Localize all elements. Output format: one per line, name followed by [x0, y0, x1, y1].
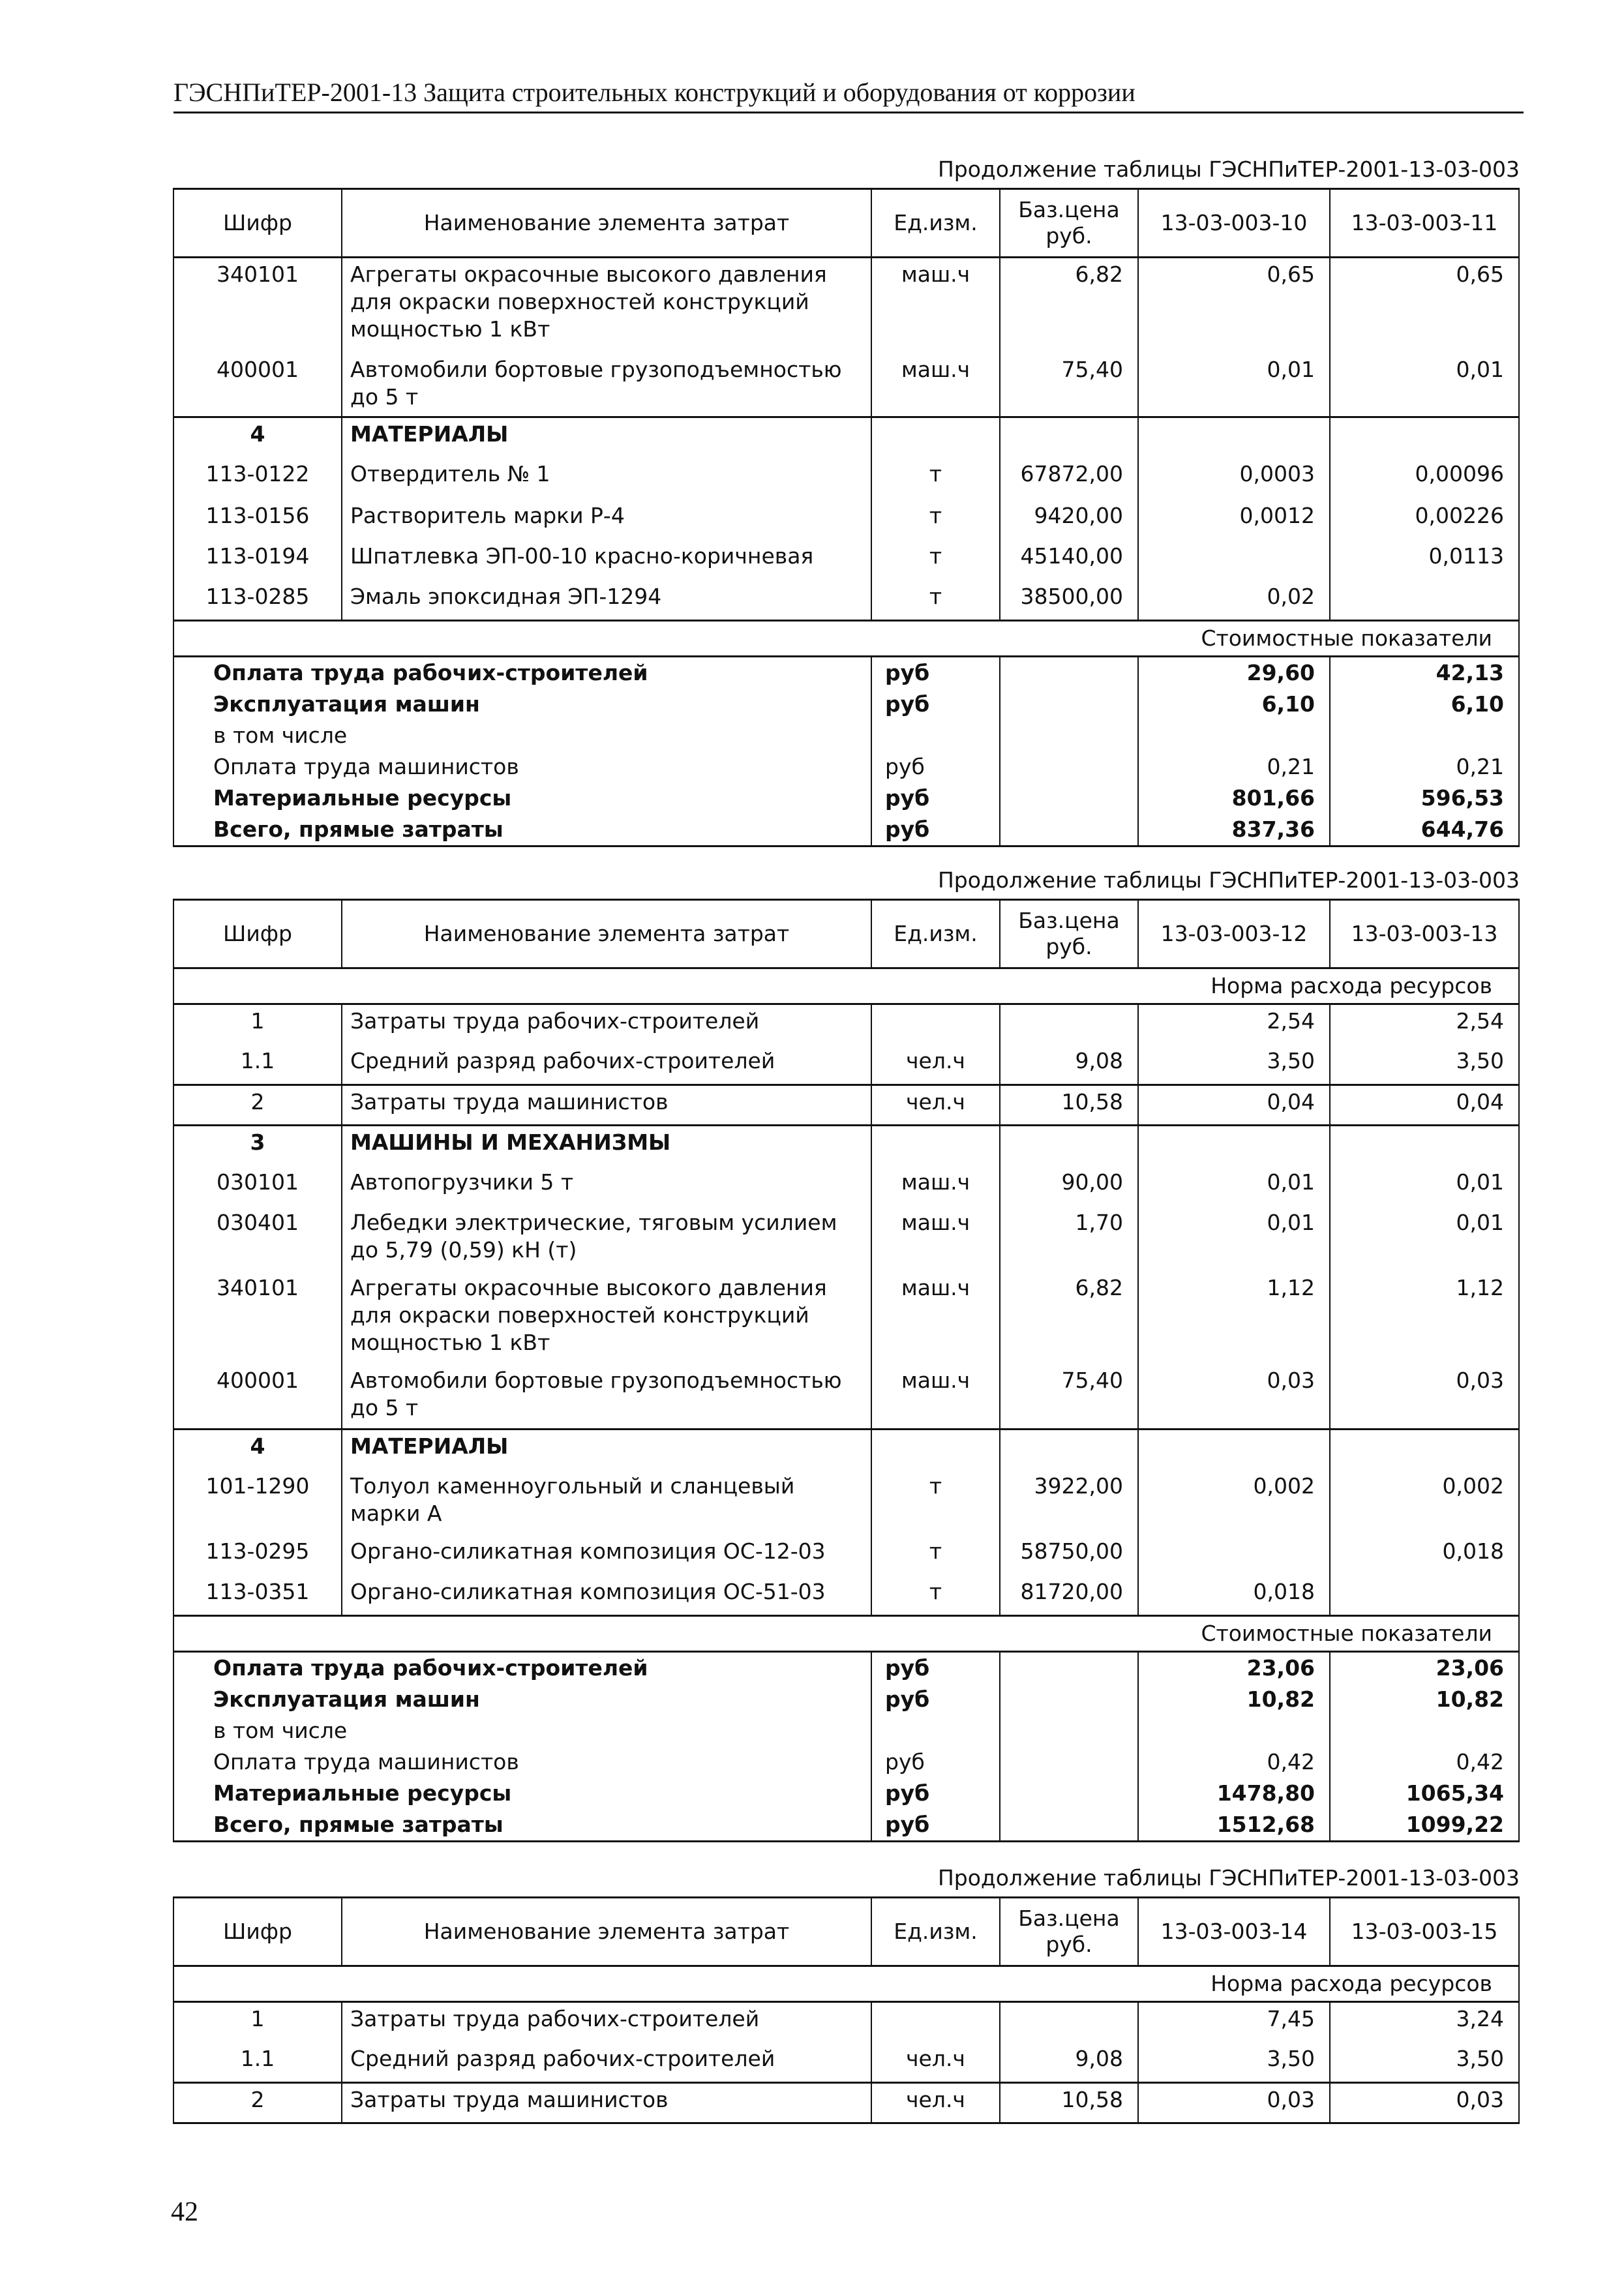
summary-unit: руб [871, 783, 1000, 814]
summary-v1: 1512,68 [1138, 1809, 1330, 1842]
cell-code: 400001 [173, 1364, 342, 1430]
cell-price: 6,82 [1000, 258, 1138, 353]
header-base-price: Баз.цена руб. [1000, 900, 1138, 968]
cell-code: 1 [173, 1004, 342, 1045]
cell-v2: 3,50 [1330, 1045, 1519, 1085]
cell-v1: 0,03 [1138, 2083, 1330, 2123]
table-row [173, 1470, 1519, 1535]
header-code: Шифр [173, 900, 342, 968]
cell-v1: 1,12 [1138, 1272, 1330, 1364]
cost-band [173, 621, 1519, 657]
cell-v1: 3,50 [1138, 2043, 1330, 2083]
cell-v2: 0,03 [1330, 2083, 1519, 2123]
cell-unit: маш.ч [871, 1364, 1000, 1430]
summary-label: в том числе [173, 1715, 871, 1746]
summary-v2: 10,82 [1330, 1684, 1519, 1715]
cell-unit: маш.ч [871, 1206, 1000, 1272]
header-col2: 13-03-003-13 [1330, 900, 1519, 968]
summary-row [173, 1684, 1519, 1715]
cell-name: Отвердитель № 1 [342, 458, 871, 500]
header-col2: 13-03-003-15 [1330, 1898, 1519, 1966]
table-row [173, 1206, 1519, 1272]
cell-v1: 0,0003 [1138, 458, 1330, 500]
cell-v2: 0,04 [1330, 1085, 1519, 1126]
cell-price: 58750,00 [1000, 1535, 1138, 1576]
table-row [173, 1535, 1519, 1576]
header-col1: 13-03-003-14 [1138, 1898, 1330, 1966]
cell-unit: чел.ч [871, 2083, 1000, 2123]
table-row [173, 1085, 1519, 1126]
table-row [173, 353, 1519, 417]
cell-name: Агрегаты окрасочные высокого давления для окраски поверхностей конструкций мощностью 1 кВт [342, 1272, 871, 1364]
cell-price: 10,58 [1000, 1085, 1138, 1126]
cell-code: 340101 [173, 258, 342, 353]
table2-caption: Продолжение таблицы ГЭСНПиТЕР-2001-13-03-003 [937, 867, 1520, 893]
cell-v1 [1138, 1535, 1330, 1576]
cell-code: 4 [173, 417, 342, 458]
header-unit: Ед.изм. [871, 189, 1000, 258]
cell-v2 [1330, 580, 1519, 621]
table3-caption: Продолжение таблицы ГЭСНПиТЕР-2001-13-03-003 [937, 1865, 1520, 1891]
cost-band [173, 1616, 1519, 1652]
table-row [173, 458, 1519, 500]
cell-unit: т [871, 580, 1000, 621]
cell-v1: 0,01 [1138, 1166, 1330, 1206]
cell-code: 113-0285 [173, 580, 342, 621]
cell-name: Эмаль эпоксидная ЭП-1294 [342, 580, 871, 621]
cell-price: 1,70 [1000, 1206, 1138, 1272]
cell-v2: 0,03 [1330, 1364, 1519, 1430]
table-row [173, 2002, 1519, 2043]
summary-unit: руб [871, 1684, 1000, 1715]
cell-unit: маш.ч [871, 353, 1000, 417]
cell-v2: 0,00226 [1330, 500, 1519, 540]
summary-row [173, 1778, 1519, 1809]
table1-header-row [173, 189, 1519, 258]
cell-price: 6,82 [1000, 1272, 1138, 1364]
summary-v1: 6,10 [1138, 689, 1330, 720]
cell-name: Органо-силикатная композиция ОС-51-03 [342, 1576, 871, 1616]
table-row [173, 258, 1519, 353]
cell-name: Затраты труда машинистов [342, 1085, 871, 1126]
cell-v1: 0,65 [1138, 258, 1330, 353]
summary-label: Всего, прямые затраты [173, 1809, 871, 1842]
header-base-price: Баз.цена руб. [1000, 1898, 1138, 1966]
table2-header-row [173, 900, 1519, 968]
table-row [173, 580, 1519, 621]
table3-header-row [173, 1898, 1519, 1966]
table-row [173, 540, 1519, 580]
cell-price: 9420,00 [1000, 500, 1138, 540]
cell-name: Затраты труда рабочих-строителей [342, 1004, 871, 1045]
cell-code: 113-0194 [173, 540, 342, 580]
cell-code: 113-0295 [173, 1535, 342, 1576]
cell-v1: 3,50 [1138, 1045, 1330, 1085]
cell-code: 113-0122 [173, 458, 342, 500]
summary-row-total [173, 1809, 1519, 1842]
cell-v1: 0,04 [1138, 1085, 1330, 1126]
cell-code: 2 [173, 2083, 342, 2123]
summary-v1: 29,60 [1138, 657, 1330, 689]
cell-name: Средний разряд рабочих-строителей [342, 1045, 871, 1085]
cell-name: Автомобили бортовые грузоподъемностью до 5 т [342, 1364, 871, 1430]
summary-unit: руб [871, 1809, 1000, 1842]
summary-label: Оплата труда рабочих-строителей [173, 1652, 871, 1685]
cell-price: 9,08 [1000, 2043, 1138, 2083]
summary-v2: 0,21 [1330, 751, 1519, 783]
summary-v2: 0,42 [1330, 1746, 1519, 1778]
summary-v2: 596,53 [1330, 783, 1519, 814]
running-head: ГЭСНПиТЕР-2001-13 Защита строительных конструкций и оборудования от коррозии [173, 78, 1135, 107]
cell-v1: 0,0012 [1138, 500, 1330, 540]
cell-v2: 1,12 [1330, 1272, 1519, 1364]
cell-code: 113-0156 [173, 500, 342, 540]
header-col1: 13-03-003-10 [1138, 189, 1330, 258]
summary-unit: руб [871, 751, 1000, 783]
summary-unit: руб [871, 657, 1000, 689]
summary-label: Материальные ресурсы [173, 783, 871, 814]
cell-unit: чел.ч [871, 2043, 1000, 2083]
cell-code: 340101 [173, 1272, 342, 1364]
cell-code: 1.1 [173, 1045, 342, 1085]
header-code: Шифр [173, 189, 342, 258]
cell-code: 3 [173, 1126, 342, 1166]
cell-name: Органо-силикатная композиция ОС-12-03 [342, 1535, 871, 1576]
section-row-machines [173, 1126, 1519, 1166]
cell-unit: т [871, 458, 1000, 500]
header-name: Наименование элемента затрат [342, 900, 871, 968]
header-name: Наименование элемента затрат [342, 189, 871, 258]
summary-unit: руб [871, 1652, 1000, 1685]
page-number: 42 [171, 2197, 198, 2227]
table-row [173, 1045, 1519, 1085]
header-unit: Ед.изм. [871, 900, 1000, 968]
summary-label: Материальные ресурсы [173, 1778, 871, 1809]
summary-row [173, 657, 1519, 689]
header-name: Наименование элемента затрат [342, 1898, 871, 1966]
cell-name: Автопогрузчики 5 т [342, 1166, 871, 1206]
cell-name: Лебедки электрические, тяговым усилием до 5,79 (0,59) кН (т) [342, 1206, 871, 1272]
cell-v1: 0,03 [1138, 1364, 1330, 1430]
cell-name: Затраты труда рабочих-строителей [342, 2002, 871, 2043]
cost-band-label: Стоимостные показатели [173, 1616, 1519, 1652]
cell-unit: маш.ч [871, 1272, 1000, 1364]
norm-band [173, 1966, 1519, 2002]
cell-name: Шпатлевка ЭП-00-10 красно-коричневая [342, 540, 871, 580]
norm-band [173, 968, 1519, 1004]
cell-v2: 3,50 [1330, 2043, 1519, 2083]
cell-code: 030101 [173, 1166, 342, 1206]
summary-v2: 23,06 [1330, 1652, 1519, 1685]
cell-code: 101-1290 [173, 1470, 342, 1535]
cell-code: 4 [173, 1430, 342, 1470]
cell-unit: т [871, 540, 1000, 580]
cell-code: 1.1 [173, 2043, 342, 2083]
header-col2: 13-03-003-11 [1330, 189, 1519, 258]
summary-label: Оплата труда рабочих-строителей [173, 657, 871, 689]
cell-v1: 0,01 [1138, 1206, 1330, 1272]
summary-unit: руб [871, 1746, 1000, 1778]
cell-name: Средний разряд рабочих-строителей [342, 2043, 871, 2083]
summary-v2: 644,76 [1330, 814, 1519, 846]
table-row [173, 1576, 1519, 1616]
table-row [173, 1004, 1519, 1045]
cell-v2: 2,54 [1330, 1004, 1519, 1045]
cell-price: 38500,00 [1000, 580, 1138, 621]
header-rule [173, 112, 1524, 113]
cell-price: 3922,00 [1000, 1470, 1138, 1535]
section-title: МАШИНЫ И МЕХАНИЗМЫ [342, 1126, 871, 1166]
header-unit: Ед.изм. [871, 1898, 1000, 1966]
table-row [173, 2043, 1519, 2083]
header-base-price: Баз.цена руб. [1000, 189, 1138, 258]
cell-unit: маш.ч [871, 1166, 1000, 1206]
cell-code: 030401 [173, 1206, 342, 1272]
cell-unit: т [871, 1535, 1000, 1576]
summary-v1: 1478,80 [1138, 1778, 1330, 1809]
cell-v2: 0,00096 [1330, 458, 1519, 500]
cell-unit: т [871, 1470, 1000, 1535]
cell-v1: 0,01 [1138, 353, 1330, 417]
cell-unit: чел.ч [871, 1045, 1000, 1085]
header-code: Шифр [173, 1898, 342, 1966]
header-col1: 13-03-003-12 [1138, 900, 1330, 968]
cell-code: 113-0351 [173, 1576, 342, 1616]
summary-row [173, 689, 1519, 720]
summary-row [173, 1652, 1519, 1685]
summary-v1: 23,06 [1138, 1652, 1330, 1685]
section-row-materials [173, 417, 1519, 458]
table1 [173, 188, 1518, 847]
summary-v1: 837,36 [1138, 814, 1330, 846]
table-row [173, 1272, 1519, 1364]
cell-name: Растворитель марки Р-4 [342, 500, 871, 540]
cell-v2: 0,01 [1330, 353, 1519, 417]
summary-unit: руб [871, 689, 1000, 720]
summary-label: Эксплуатация машин [173, 689, 871, 720]
summary-v1: 10,82 [1138, 1684, 1330, 1715]
cell-v1: 0,002 [1138, 1470, 1330, 1535]
cell-name: Автомобили бортовые грузоподъемностью до 5 т [342, 353, 871, 417]
cell-name: Толуол каменноугольный и сланцевый марки А [342, 1470, 871, 1535]
cell-code: 400001 [173, 353, 342, 417]
table-row [173, 1166, 1519, 1206]
cell-v1 [1138, 540, 1330, 580]
table2 [173, 899, 1518, 1842]
cell-price: 67872,00 [1000, 458, 1138, 500]
table3 [173, 1896, 1518, 2124]
section-row-materials [173, 1430, 1519, 1470]
summary-v2: 6,10 [1330, 689, 1519, 720]
cell-price: 90,00 [1000, 1166, 1138, 1206]
summary-v2: 42,13 [1330, 657, 1519, 689]
cell-price: 81720,00 [1000, 1576, 1138, 1616]
cell-price: 10,58 [1000, 2083, 1138, 2123]
cell-name: Затраты труда машинистов [342, 2083, 871, 2123]
summary-v1: 0,21 [1138, 751, 1330, 783]
cell-code: 2 [173, 1085, 342, 1126]
summary-v1: 0,42 [1138, 1746, 1330, 1778]
section-title: МАТЕРИАЛЫ [342, 417, 871, 458]
cell-v2: 3,24 [1330, 2002, 1519, 2043]
summary-label: в том числе [173, 720, 871, 751]
cell-v2 [1330, 1576, 1519, 1616]
cell-v1: 0,018 [1138, 1576, 1330, 1616]
cell-v2: 0,01 [1330, 1206, 1519, 1272]
summary-row-total [173, 814, 1519, 846]
cell-price: 45140,00 [1000, 540, 1138, 580]
cell-unit: маш.ч [871, 258, 1000, 353]
summary-v2: 1099,22 [1330, 1809, 1519, 1842]
summary-row [173, 1715, 1519, 1746]
table-row [173, 2083, 1519, 2123]
cell-price: 75,40 [1000, 353, 1138, 417]
cell-unit: чел.ч [871, 1085, 1000, 1126]
cell-name: Агрегаты окрасочные высокого давления для окраски поверхностей конструкций мощностью 1 кВт [342, 258, 871, 353]
cell-v2: 0,018 [1330, 1535, 1519, 1576]
cell-unit: т [871, 500, 1000, 540]
summary-v1: 801,66 [1138, 783, 1330, 814]
summary-label: Оплата труда машинистов [173, 751, 871, 783]
summary-unit: руб [871, 814, 1000, 846]
cell-v2: 0,0113 [1330, 540, 1519, 580]
summary-row [173, 783, 1519, 814]
table1-caption: Продолжение таблицы ГЭСНПиТЕР-2001-13-03-003 [937, 157, 1520, 182]
summary-row [173, 1746, 1519, 1778]
cell-v2: 0,01 [1330, 1166, 1519, 1206]
cell-unit: т [871, 1576, 1000, 1616]
cell-code: 1 [173, 2002, 342, 2043]
cell-price: 75,40 [1000, 1364, 1138, 1430]
cell-v1: 7,45 [1138, 2002, 1330, 2043]
summary-row [173, 751, 1519, 783]
norm-band-label: Норма расхода ресурсов [173, 968, 1519, 1004]
norm-band-label: Норма расхода ресурсов [173, 1966, 1519, 2002]
cell-v2: 0,65 [1330, 258, 1519, 353]
summary-unit: руб [871, 1778, 1000, 1809]
summary-row [173, 720, 1519, 751]
summary-label: Оплата труда машинистов [173, 1746, 871, 1778]
table-row [173, 1364, 1519, 1430]
cell-v1: 0,02 [1138, 580, 1330, 621]
table-row [173, 500, 1519, 540]
summary-label: Всего, прямые затраты [173, 814, 871, 846]
summary-label: Эксплуатация машин [173, 1684, 871, 1715]
cell-v2: 0,002 [1330, 1470, 1519, 1535]
section-title: МАТЕРИАЛЫ [342, 1430, 871, 1470]
cost-band-label: Стоимостные показатели [173, 621, 1519, 657]
cell-v1: 2,54 [1138, 1004, 1330, 1045]
cell-price: 9,08 [1000, 1045, 1138, 1085]
summary-v2: 1065,34 [1330, 1778, 1519, 1809]
